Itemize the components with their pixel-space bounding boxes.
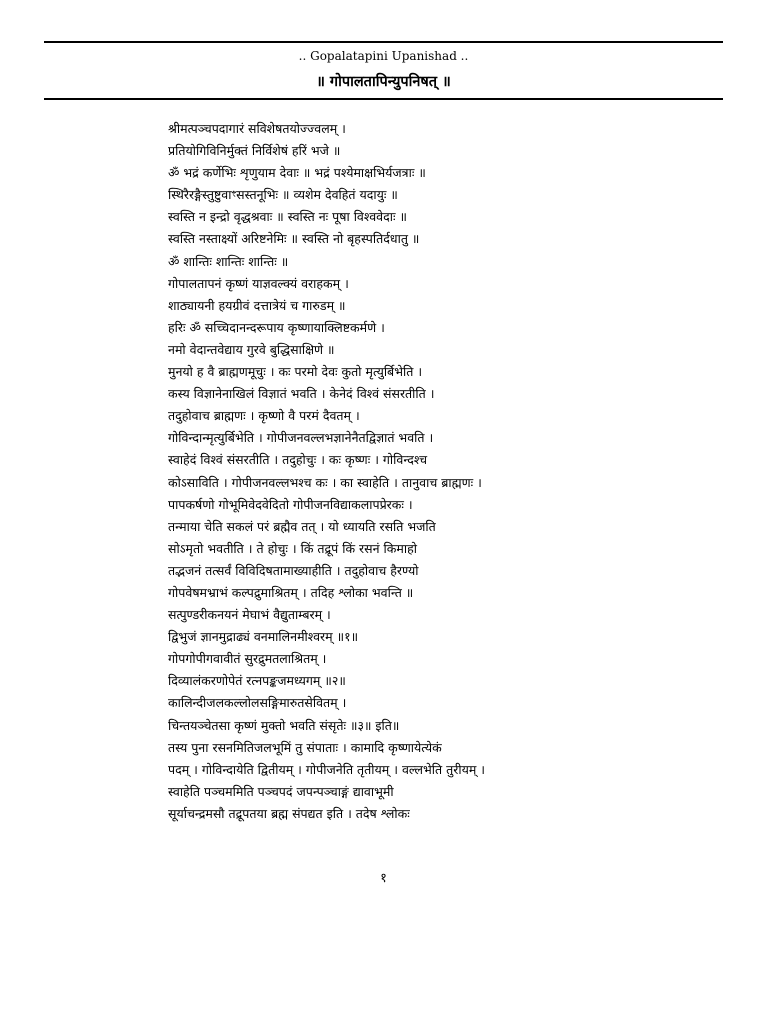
verse-text-block <box>168 118 723 825</box>
text-line: कस्य विज्ञानेनाखिलं विज्ञातं भवति । केनेदं विश्वं संसरतीति । <box>168 386 435 402</box>
text-line: गोविन्दान्मृत्युर्बिभेति । गोपीजनवल्लभज्ञानेनैतद्विज्ञातं भवति । <box>168 430 434 446</box>
text-line: चिन्तयञ्चेतसा कृष्णं मुक्तो भवति संसृतेः ॥३॥ इति॥ <box>168 717 400 733</box>
text-line: हरिः ॐ सच्चिदानन्दरूपाय कृष्णायाक्लिष्टकर्मणे । <box>168 319 385 335</box>
text-line: सूर्याचन्द्रमसौ तद्रूपतया ब्रह्म संपद्यत इति । तदेष श्लोकः <box>168 805 410 821</box>
text-line: सोऽमृतो भवतीति । ते होचुः । किं तद्रूपं किं रसनं किमाहो <box>168 540 417 556</box>
text-line: गोपालतापनं कृष्णं याज्ञवल्क्यं वराहकम् । <box>168 275 349 291</box>
text-line: तस्य पुना रसनमितिजलभूमिं तु संपाताः । कामादि कृष्णायेत्येकं <box>168 739 442 755</box>
text-line: तदुहोवाच ब्राह्मणः । कृष्णो वै परमं दैवतम् । <box>168 408 360 424</box>
text-line: मुनयो ह वै ब्राह्मणमूचुः । कः परमो देवः कुतो मृत्युर्बिभेति । <box>168 364 423 380</box>
text-line: ॐ शान्तिः शान्तिः शान्तिः ॥ <box>168 253 289 269</box>
text-line: गोपवेषमभ्राभं कल्पद्रुमाश्रितम् । तदिह श्लोका भवन्ति ॥ <box>168 584 414 600</box>
text-line: तद्भजनं तत्सर्वं विविदिषतामाख्याहीति । तदुहोवाच हैरण्यो <box>168 562 419 578</box>
text-line: पापकर्षणो गोभूमिवेदवेदितो गोपीजनविद्याकलापप्रेरकः । <box>168 496 413 512</box>
text-line: शाठ्यायनी हयग्रीवं दत्तात्रेयं च गारुडम् ॥ <box>168 297 346 313</box>
text-line: स्वाहेति पञ्चममिति पञ्चपदं जपन्पञ्चाङ्गं द्यावाभूमी <box>168 783 394 799</box>
text-line: स्वस्ति न इन्द्रो वृद्धश्रवाः ॥ स्वस्ति नः पूषा विश्ववेदाः ॥ <box>168 209 407 225</box>
text-line: गोपगोपीगवावीतं सुरद्रुमतलाश्रितम् । <box>168 651 327 667</box>
text-line: कोऽसाविति । गोपीजनवल्लभश्च कः । का स्वाहेति । तानुवाच ब्राह्मणः । <box>168 474 482 490</box>
page-title: ॥ गोपालतापिन्युपनिषत् ॥ <box>316 74 451 90</box>
header-bottom-rule <box>44 98 723 100</box>
text-line: कालिन्दीजलकल्लोलसङ्गिमारुतसेवितम् । <box>168 695 347 711</box>
header-top-rule <box>44 41 723 43</box>
running-header-latin: .. Gopalatapini Upanishad .. <box>298 49 469 63</box>
text-line: प्रतियोगिविनिर्मुक्तं निर्विशेषं हरिं भजे ॥ <box>168 143 341 159</box>
text-line: सत्पुण्डरीकनयनं मेघाभं वैद्युताम्बरम् । <box>168 607 331 623</box>
text-line: श्रीमत्पञ्चपदागारं सविशेषतयोज्ज्वलम् । <box>168 121 346 136</box>
text-line: ॐ भद्रं कर्णेभिः शृणुयाम देवाः ॥ भद्रं पश्येमाक्षभिर्यजत्राः ॥ <box>168 165 426 181</box>
text-line: स्वस्ति नस्ताक्ष्यों अरिष्टनेमिः ॥ स्वस्ति नो बृहस्पतिर्दधातु ॥ <box>168 231 420 247</box>
text-line: तन्माया चेति सकलं परं ब्रह्मैव तत् । यो ध्यायति रसति भजति <box>168 518 436 534</box>
text-line: नमो वेदान्तवेद्याय गुरवे बुद्धिसाक्षिणे ॥ <box>168 341 335 357</box>
page-number: १ <box>380 871 387 886</box>
text-line: पदम् । गोविन्दायेति द्वितीयम् । गोपीजनेति तृतीयम् । वल्लभेति तुरीयम् । <box>168 761 486 777</box>
text-line: द्विभुजं ज्ञानमुद्राढ्यं वनमालिनमीश्वरम् ॥१॥ <box>168 629 359 645</box>
text-line: दिव्यालंकरणोपेतं रत्नपङ्कजमध्यगम् ॥२॥ <box>168 673 346 689</box>
text-line: स्वाहेदं विश्वं संसरतीति । तदुहोचुः । कः कृष्णः । गोविन्दश्च <box>168 452 428 468</box>
text-line: स्थिरैरङ्गैस्तुष्टुवाꣳसस्तनूभिः ॥ व्यशेम देवहितं यदायुः ॥ <box>168 187 398 203</box>
